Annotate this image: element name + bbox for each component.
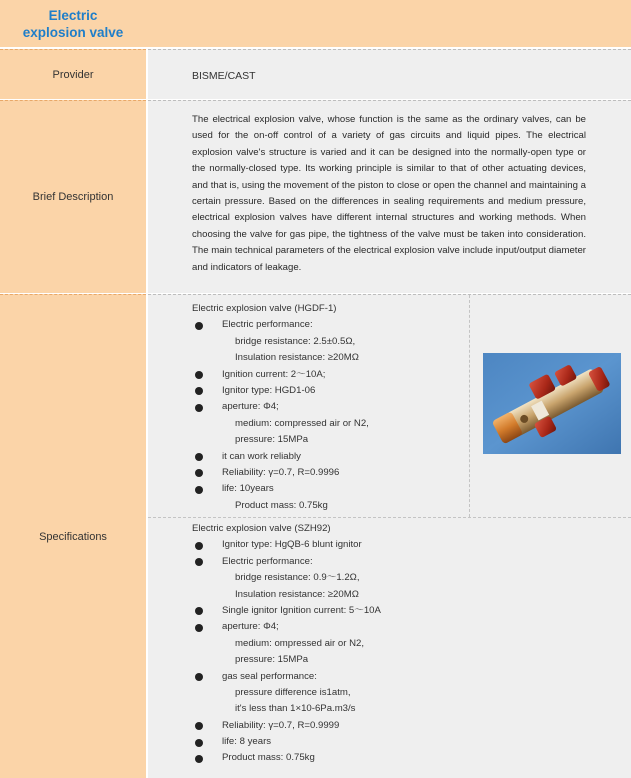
szh92-spec-line [192,603,472,619]
hgdf1-spec-text: Insulation resistance: ≥20MΩ [235,352,359,364]
hgdf1-spec-text: Product mass: 0.75kg [235,499,328,511]
szh92-spec-line [192,750,472,766]
hgdf1-spec-line [192,367,472,383]
szh92-spec-line [192,587,472,603]
hgdf1-spec-line [192,350,472,366]
szh92-spec-text: pressure: 15MPa [235,654,309,666]
provider-label: Provider [0,49,146,99]
szh92-spec-text: bridge resistance: 0.9～1.2Ω, [235,572,360,584]
hgdf1-spec-line [192,481,472,497]
bullet-icon [195,673,203,681]
szh92-spec-line [192,619,472,635]
szh92-spec-text: Product mass: 0.75kg [222,752,315,764]
hgdf1-spec-line [192,317,472,333]
valve-photo [470,295,631,517]
hgdf1-spec-line [192,498,472,514]
hgdf1-spec-text: medium: compressed air or N2, [235,417,369,429]
hgdf1-spec-text: Electric performance: [222,319,313,331]
specifications-row [0,294,631,778]
szh92-spec-text: Single ignitor Ignition current: 5～10A [222,604,381,616]
description-content [148,100,631,293]
provider-value: BISME/CAST [192,70,256,82]
description-label: Brief Description [0,100,146,293]
description-text: The electrical explosion valve, whose function is the same as the ordinary valves, can be used for the on-off control of a variety of gas circuits and liquid pipes. The electrical explosion valve's structure is varied and it can be designed into the normally-open type or the normally-closed type. Its working principle is similar to that of other actuating devices, and that is, using the movement of the piston to close or open the channel and maintaining a certain pressure. Based on the differences in sealing requirements and medium pressure, electrical explosion valves have different internal structures and working methods. When choosing the valve for gas pipe, the tightness of the valve must be taken into consideration. The main technical parameters of the electrical explosion valve include input/output diameter and indicators of leakage. [192,114,586,273]
bullet-icon [195,469,203,477]
hgdf1-spec-line [192,383,472,399]
hgdf1-spec-text: pressure: 15MPa [235,434,309,446]
specifications-label: Specifications [0,294,146,778]
valve-image-cell [470,295,631,517]
bullet-icon [195,453,203,461]
szh92-spec-line [192,537,472,553]
szh92-spec-text: aperture: Φ4; [222,621,279,633]
szh92-spec-line [192,554,472,570]
title-line-1: Electric [48,8,98,23]
szh92-spec-text: medium: ompressed air or N2, [235,637,365,649]
bullet-icon [195,558,203,566]
bullet-icon [195,371,203,379]
bullet-icon [195,755,203,763]
bullet-icon [195,624,203,632]
szh92-spec-line [192,636,472,652]
bullet-icon [195,404,203,412]
page-title [23,7,124,41]
szh92-spec-text: pressure difference is1atm, [235,686,351,698]
hgdf1-spec-text: bridge resistance: 2.5±0.5Ω, [235,335,356,347]
spec-list-hgdf1 [192,301,472,514]
szh92-spec-line [192,685,472,701]
bullet-icon [195,722,203,730]
spec-block-szh92 [148,518,631,778]
bullet-icon [195,739,203,747]
bullet-icon [195,486,203,494]
hgdf1-spec-line [192,334,472,350]
specifications-content [148,294,631,778]
bullet-icon [195,607,203,615]
szh92-spec-text: Insulation resistance: ≥20MΩ [235,588,359,600]
szh92-spec-text: it's less than 1×10-6Pa.m3/s [235,703,356,715]
szh92-spec-text: life: 8 years [222,736,272,748]
hgdf1-spec-text: Ignitor type: HGD1-06 [222,384,316,396]
szh92-spec-line [192,718,472,734]
szh92-spec-text: Ignitor type: HgQB-6 blunt ignitor [222,539,362,551]
szh92-spec-text: Reliability: γ=0.7, R=0.9999 [222,719,340,731]
title-line-2: explosion valve [22,25,124,40]
spec-title-hgdf1: Electric explosion valve (HGDF-1) [192,303,337,314]
hgdf1-spec-line [192,449,472,465]
szh92-spec-line [192,669,472,685]
hgdf1-spec-line [192,465,472,481]
bullet-icon [195,322,203,330]
bullet-icon [195,387,203,395]
szh92-spec-line [192,701,472,717]
spec-block-hgdf1 [148,295,631,517]
hgdf1-spec-line [192,416,472,432]
bullet-icon [195,542,203,550]
hgdf1-spec-text: it can work reliably [222,450,301,462]
hgdf1-spec-text: Ignition current: 2～10A; [222,368,326,380]
hgdf1-spec-text: Reliability: γ=0.7, R=0.9996 [222,466,340,478]
hgdf1-spec-line [192,432,472,448]
page-header [0,0,631,48]
provider-content [148,49,631,99]
hgdf1-spec-line [192,399,472,415]
description-row [0,100,631,293]
spec-list-szh92 [192,521,472,767]
szh92-spec-line [192,734,472,750]
szh92-spec-line [192,652,472,668]
szh92-spec-text: gas seal performance: [222,670,317,682]
spec-title-szh92: Electric explosion valve (SZH92) [192,523,331,534]
hgdf1-spec-text: life: 10years [222,483,274,495]
szh92-spec-text: Electric performance: [222,555,313,567]
provider-row [0,49,631,99]
title-cell [0,0,146,48]
hgdf1-spec-text: aperture: Φ4; [222,401,279,413]
szh92-spec-line [192,570,472,586]
